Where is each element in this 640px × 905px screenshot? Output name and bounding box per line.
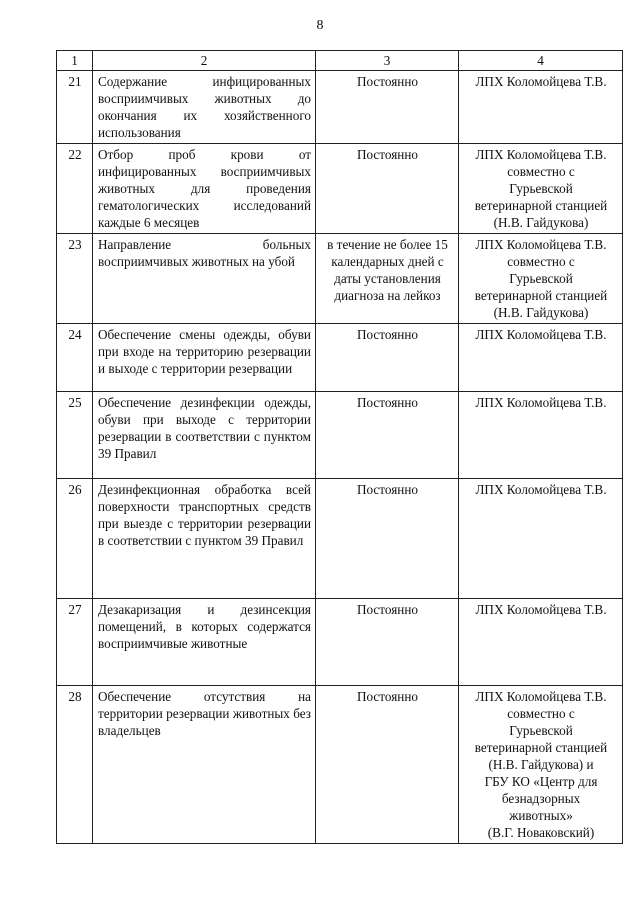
table-row — [57, 599, 623, 686]
header-cell-1: 1 — [57, 51, 93, 71]
table-row — [57, 479, 623, 599]
measure-text: Обеспечение отсутствия на территории резервации животных без владельцев — [93, 686, 316, 844]
period-text: Постоянно — [316, 144, 459, 234]
row-number: 28 — [57, 686, 93, 844]
responsible-text: ЛПХ Коломойцева Т.В. — [459, 599, 623, 686]
page-number: 8 — [316, 18, 324, 33]
header-cell-3: 3 — [316, 51, 459, 71]
row-number: 23 — [57, 234, 93, 324]
header-row — [57, 51, 623, 71]
responsible-text: ЛПХ Коломойцева Т.В. совместно с Гурьевской ветеринарной станцией (Н.В. Гайдукова) и ГБУ КО «Центр для безнадзорных животных» (В.Г. Новаковский) — [459, 686, 623, 844]
header-cell-4: 4 — [459, 51, 623, 71]
period-text: Постоянно — [316, 686, 459, 844]
header-cell-2: 2 — [93, 51, 316, 71]
measure-text: Дезакаризация и дезинсекция помещений, в которых содержатся восприимчивые животные — [93, 599, 316, 686]
row-number: 26 — [57, 479, 93, 599]
period-text: Постоянно — [316, 324, 459, 392]
table-row — [57, 71, 623, 144]
responsible-text: ЛПХ Коломойцева Т.В. совместно с Гурьевской ветеринарной станцией (Н.В. Гайдукова) — [459, 144, 623, 234]
responsible-text: ЛПХ Коломойцева Т.В. — [459, 479, 623, 599]
row-number: 25 — [57, 392, 93, 479]
measures-table — [56, 50, 623, 844]
measure-text: Содержание инфицированных восприимчивых животных до окончания их хозяйственного использования — [93, 71, 316, 144]
table-row — [57, 234, 623, 324]
row-number: 21 — [57, 71, 93, 144]
table-row — [57, 144, 623, 234]
measure-text: Дезинфекционная обработка всей поверхности транспортных средств при выезде с территории резервации в соответствии с пунктом 39 Правил — [93, 479, 316, 599]
period-text: в течение не более 15 календарных дней с даты установления диагноза на лейкоз — [316, 234, 459, 324]
table-row — [57, 686, 623, 844]
table-row — [57, 392, 623, 479]
table-row — [57, 324, 623, 392]
measure-text: Обеспечение смены одежды, обуви при входе на территорию резервации и выходе с территории резервации — [93, 324, 316, 392]
measure-text: Отбор проб крови от инфицированных восприимчивых животных для проведения гематологических исследований каждые 6 месяцев — [93, 144, 316, 234]
measure-text: Обеспечение дезинфекции одежды, обуви при выходе с территории резервации в соответствии с пунктом 39 Правил — [93, 392, 316, 479]
row-number: 27 — [57, 599, 93, 686]
period-text: Постоянно — [316, 71, 459, 144]
responsible-text: ЛПХ Коломойцева Т.В. совместно с Гурьевской ветеринарной станцией (Н.В. Гайдукова) — [459, 234, 623, 324]
responsible-text: ЛПХ Коломойцева Т.В. — [459, 71, 623, 144]
period-text: Постоянно — [316, 599, 459, 686]
row-number: 24 — [57, 324, 93, 392]
period-text: Постоянно — [316, 392, 459, 479]
measure-text: Направление больных восприимчивых животных на убой — [93, 234, 316, 324]
responsible-text: ЛПХ Коломойцева Т.В. — [459, 392, 623, 479]
responsible-text: ЛПХ Коломойцева Т.В. — [459, 324, 623, 392]
row-number: 22 — [57, 144, 93, 234]
period-text: Постоянно — [316, 479, 459, 599]
